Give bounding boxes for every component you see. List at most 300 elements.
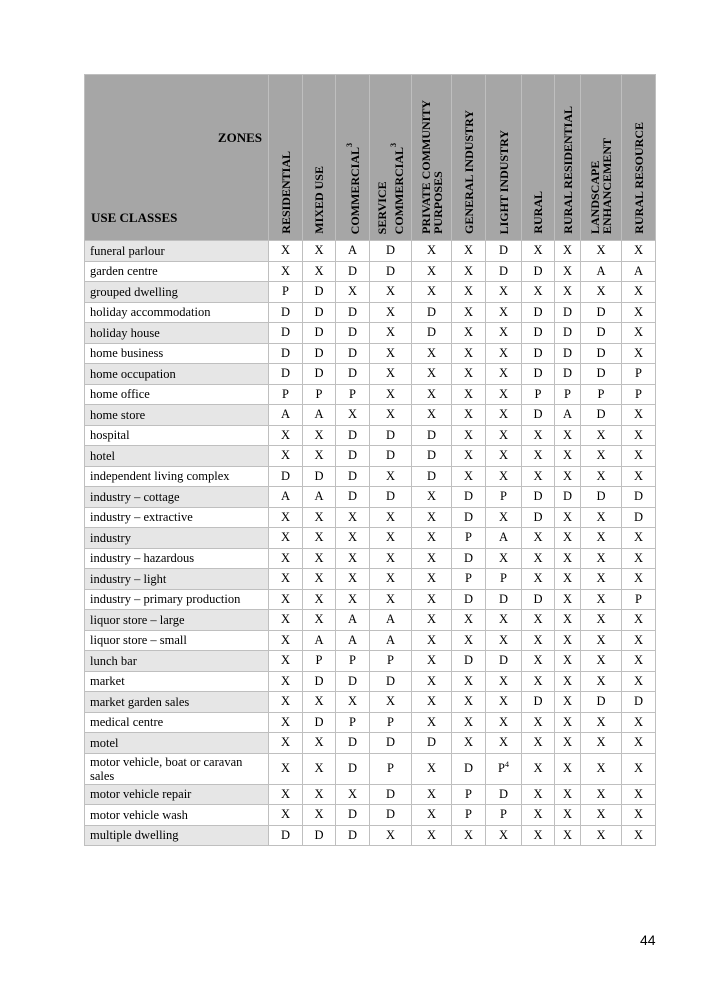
permission-cell [412,302,452,323]
permission-cell [622,384,656,405]
permission-value: X [533,571,543,586]
use-class-cell: industry – extractive [85,507,269,528]
permission-cell [370,805,412,826]
permission-cell [622,569,656,590]
permission-cell [452,805,486,826]
permission-value: X [463,468,474,483]
use-class-cell: independent living complex [85,466,269,487]
permission-value: X [562,612,573,627]
permission-cell [522,507,555,528]
permission-value: D [562,366,573,381]
permission-cell [412,805,452,826]
permission-value: X [463,284,474,299]
zone-name: GENERAL INDUSTRY [461,110,476,234]
permission-cell [370,651,412,672]
permission-cell [581,343,622,364]
permission-value: D [562,304,573,319]
permission-value: X [596,786,606,801]
footnote-marker: 3 [389,142,398,147]
permission-value: D [385,786,396,801]
permission-cell [452,507,486,528]
permission-cell [336,343,370,364]
permission-cell [581,610,622,631]
permission-value: X [633,325,644,340]
permission-cell [622,302,656,323]
zone-name: RURAL RESIDENTIAL [560,106,575,234]
permission-value: X [633,673,644,688]
permission-value: X [533,468,543,483]
permission-value: A [385,632,396,647]
zone-header-label [532,185,544,240]
permission-value: D [314,345,324,360]
permission-cell [336,651,370,672]
permission-value: P [315,653,323,668]
permission-cell [555,507,581,528]
permission-value: X [280,673,291,688]
permission-cell [452,630,486,651]
permission-cell [269,466,303,487]
permission-cell [622,671,656,692]
zone-header [269,75,303,241]
permission-value: X [498,509,509,524]
use-class-cell: home occupation [85,364,269,385]
permission-cell [412,446,452,467]
permission-cell [336,507,370,528]
permission-value: D [347,345,358,360]
permission-cell [412,343,452,364]
permission-cell [452,323,486,344]
permission-cell [269,282,303,303]
permission-value: X [314,612,324,627]
permission-cell [622,282,656,303]
permission-cell [303,610,336,631]
permission-cell [303,528,336,549]
permission-value: D [533,591,543,606]
permission-cell [581,446,622,467]
permission-value: X [347,530,358,545]
zone-name-line2: COMMERCIAL [392,146,406,234]
permission-cell [303,323,336,344]
permission-cell [452,302,486,323]
permission-cell [452,671,486,692]
permission-value: P [349,653,356,668]
permission-value: X [314,509,324,524]
permission-cell [412,630,452,651]
permission-value: X [498,304,509,319]
permission-value: X [498,407,509,422]
zone-name: MIXED USE [312,166,326,234]
permission-value: X [633,304,644,319]
permission-cell [303,630,336,651]
permission-cell [452,282,486,303]
permission-cell [370,405,412,426]
permission-value: X [533,448,543,463]
permission-value: X [426,653,437,668]
permission-value: X [633,550,644,565]
permission-cell [486,507,522,528]
permission-value: X [596,673,606,688]
permission-value: X [280,530,291,545]
permission-value: X [385,386,396,401]
permission-cell [486,805,522,826]
permission-value: D [498,263,509,278]
table-row [85,733,656,754]
permission-value: X [562,263,573,278]
permission-value: D [533,263,543,278]
permission-value: X [385,591,396,606]
permission-cell [622,323,656,344]
permission-cell [581,323,622,344]
permission-value: X [463,694,474,709]
permission-cell [622,733,656,754]
permission-value: D [426,735,437,750]
permission-cell [412,405,452,426]
permission-value: X [280,714,291,729]
permission-cell [555,446,581,467]
permission-value: P [465,571,472,586]
permission-cell [370,712,412,733]
permission-cell [336,569,370,590]
table-row [85,692,656,713]
permission-value: X [347,407,358,422]
permission-value: P [635,366,642,381]
permission-cell [452,733,486,754]
table-row [85,405,656,426]
permission-cell [269,384,303,405]
table-row [85,569,656,590]
permission-value: X [426,673,437,688]
permission-cell [269,589,303,610]
permission-cell [486,548,522,569]
permission-value: X [426,489,437,504]
permission-cell [370,610,412,631]
permission-cell [581,282,622,303]
permission-value: X [596,632,606,647]
permission-value: D [314,284,324,299]
permission-value: X [498,325,509,340]
table-row [85,589,656,610]
table-row [85,241,656,262]
permission-value: X [596,284,606,299]
permission-cell [303,487,336,508]
permission-value: D [463,591,474,606]
permission-value: X [463,427,474,442]
permission-cell [581,825,622,846]
permission-value: X [314,786,324,801]
permission-value: X [498,386,509,401]
permission-cell [452,261,486,282]
use-class-cell: grouped dwelling [85,282,269,303]
zone-header-label [633,116,645,240]
permission-value: X [498,468,509,483]
permission-cell [370,507,412,528]
permission-value: X [498,284,509,299]
permission-value: X [385,530,396,545]
permission-cell [522,241,555,262]
table-row [85,302,656,323]
permission-value: D [533,345,543,360]
permission-cell [555,753,581,784]
permission-cell [581,241,622,262]
permission-value: D [314,714,324,729]
permission-cell [486,425,522,446]
permission-cell [303,589,336,610]
permission-value: D [498,653,509,668]
table-row [85,282,656,303]
permission-cell [452,651,486,672]
permission-value: X [533,807,543,822]
permission-cell [412,261,452,282]
zone-name: LANDSCAPE [588,160,602,234]
permission-cell [555,405,581,426]
use-class-cell: liquor store – large [85,610,269,631]
permission-cell [581,261,622,282]
permission-cell [303,692,336,713]
footnote-marker: 3 [345,142,354,147]
permission-value: D [314,673,324,688]
table-row [85,651,656,672]
permission-value: X [562,714,573,729]
permission-cell [522,446,555,467]
permission-value: X [280,243,291,258]
permission-cell [581,507,622,528]
use-class-cell: hotel [85,446,269,467]
permission-cell [303,569,336,590]
use-class-cell: motor vehicle repair [85,784,269,805]
permission-value: A [280,407,291,422]
permission-value: A [314,632,324,647]
permission-cell [581,651,622,672]
zone-header-label [420,94,444,240]
permission-cell [486,712,522,733]
permission-value: X [533,735,543,750]
table-row [85,343,656,364]
permission-cell [370,384,412,405]
permission-cell [303,671,336,692]
permission-cell [303,261,336,282]
permission-cell [370,569,412,590]
permission-value: X [533,714,543,729]
permission-value: X [596,807,606,822]
permission-cell [269,425,303,446]
permission-cell [522,343,555,364]
table-row [85,753,656,784]
permission-value: X [426,366,437,381]
permission-cell [522,528,555,549]
permission-value: X [596,714,606,729]
permission-cell [522,651,555,672]
permission-cell [269,712,303,733]
permission-cell [581,405,622,426]
permission-value: X [463,263,474,278]
permission-cell [412,784,452,805]
permission-value: P [465,807,472,822]
permission-value: D [280,345,291,360]
permission-cell [486,784,522,805]
permission-cell [622,784,656,805]
use-class-cell: lunch bar [85,651,269,672]
permission-cell [622,712,656,733]
use-class-cell: industry – cottage [85,487,269,508]
permission-cell [370,446,412,467]
permission-value: D [426,325,437,340]
permission-value: X [633,632,644,647]
permission-value: X [596,509,606,524]
permission-cell [452,825,486,846]
permission-cell [555,302,581,323]
permission-value: X [562,694,573,709]
permission-value: X [426,407,437,422]
permission-cell [336,610,370,631]
permission-cell [581,753,622,784]
permission-cell [370,630,412,651]
permission-value: X [426,284,437,299]
permission-cell [303,825,336,846]
permission-cell [269,323,303,344]
permission-value: X [633,530,644,545]
permission-cell [412,241,452,262]
permission-value: D [347,673,358,688]
permission-cell [303,651,336,672]
permission-cell [269,364,303,385]
permission-value: D [533,366,543,381]
zone-name: SERVICE [375,181,389,234]
permission-cell [303,733,336,754]
permission-value: D [347,827,358,842]
permission-cell [412,425,452,446]
permission-value: X [633,448,644,463]
permission-cell [303,405,336,426]
use-class-cell: multiple dwelling [85,825,269,846]
permission-value: X [562,653,573,668]
permission-value: D [498,786,509,801]
permission-value: D [633,489,644,504]
table-row [85,548,656,569]
permission-value: D [347,761,358,775]
permission-value: X [463,304,474,319]
permission-value: X [562,673,573,688]
permission-cell [336,825,370,846]
zone-name: LIGHT INDUSTRY [496,129,511,234]
permission-cell [581,384,622,405]
permission-cell [303,364,336,385]
permission-cell [581,630,622,651]
table-row [85,507,656,528]
permission-cell [555,805,581,826]
zone-name: PRIVATE COMMUNITY [418,100,433,234]
permission-value: D [533,407,543,422]
permission-value: X [385,304,396,319]
permission-cell [303,466,336,487]
permission-value: X [562,632,573,647]
permission-value: D [463,653,474,668]
permission-value: D [280,827,291,842]
permission-cell [581,528,622,549]
permission-value: X [498,345,509,360]
table-row [85,384,656,405]
permission-value: X [426,243,437,258]
permission-cell [412,733,452,754]
permission-value: X [280,807,291,822]
zone-header-label [589,132,613,240]
permission-value: X [633,284,644,299]
permission-cell [412,487,452,508]
zone-header-label [280,145,292,240]
permission-cell [622,466,656,487]
permission-value: X [347,786,358,801]
permission-value: X [562,761,573,775]
permission-cell [581,805,622,826]
permission-value: A [314,407,324,422]
permission-value: X [314,735,324,750]
permission-value: P [500,489,507,504]
permission-value: D [280,366,291,381]
permission-cell [486,610,522,631]
permission-cell [486,302,522,323]
permission-cell [370,692,412,713]
permission-cell [370,302,412,323]
permission-value: X [533,612,543,627]
permission-cell [522,784,555,805]
permission-value: P [387,714,394,729]
permission-cell [622,692,656,713]
permission-value: A [498,530,509,545]
permission-value: X [426,632,437,647]
permission-value: X [385,284,396,299]
zone-header [370,75,412,241]
permission-cell [522,805,555,826]
permission-cell [452,569,486,590]
permission-cell [336,805,370,826]
permission-value: X [562,735,573,750]
permission-value: X [385,509,396,524]
permission-value: X [562,448,573,463]
zone-header [303,75,336,241]
permission-value: P [500,571,507,586]
permission-cell [622,610,656,631]
permission-value: X [596,571,606,586]
zone-header [555,75,581,241]
permission-cell [522,630,555,651]
permission-cell [581,425,622,446]
permission-cell [336,630,370,651]
permission-value: X [633,827,644,842]
permission-cell [452,548,486,569]
permission-cell [303,784,336,805]
permission-value: X [533,673,543,688]
permission-cell [581,589,622,610]
permission-value: X [347,571,358,586]
table-row [85,425,656,446]
permission-cell [486,282,522,303]
permission-cell [336,753,370,784]
permission-value: D [347,304,358,319]
permission-cell [336,282,370,303]
permission-value: X [562,530,573,545]
permission-value: X [280,761,291,775]
use-class-cell: garden centre [85,261,269,282]
permission-cell [486,569,522,590]
permission-cell [581,487,622,508]
zone-header [412,75,452,241]
permission-cell [269,548,303,569]
permission-value: D [314,468,324,483]
permission-value: X [463,366,474,381]
permission-cell [622,630,656,651]
use-class-cell: market [85,671,269,692]
permission-value: X [463,827,474,842]
permission-value: D [596,304,606,319]
